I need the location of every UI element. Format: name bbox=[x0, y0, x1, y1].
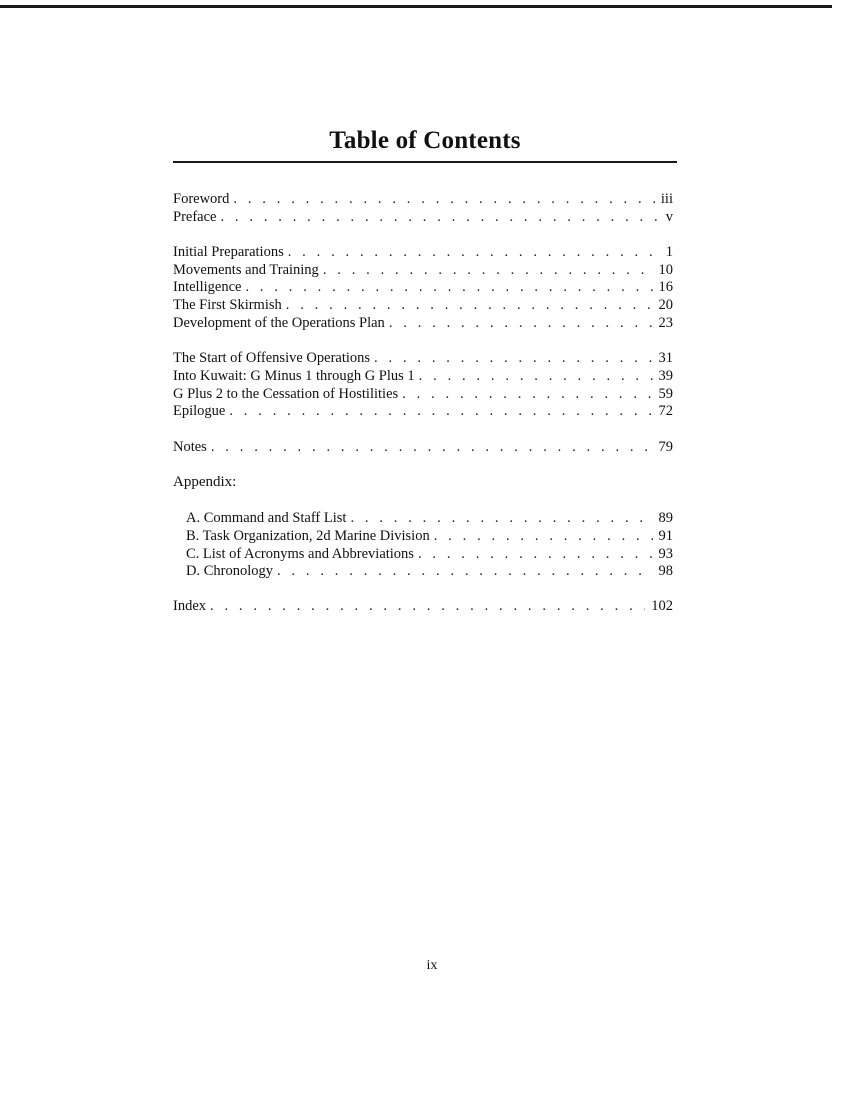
toc-entry-intelligence[interactable] bbox=[173, 278, 673, 296]
toc-entry-appendix-c[interactable] bbox=[186, 545, 673, 563]
toc-entry-appendix-a[interactable] bbox=[186, 509, 673, 527]
toc-entry-label: C. List of Acronyms and Abbreviations bbox=[186, 546, 414, 562]
toc-entry-page: 102 bbox=[651, 598, 673, 614]
title-rule bbox=[173, 161, 677, 163]
toc-entry-appendix-d[interactable] bbox=[186, 562, 673, 580]
toc-entry-page: 1 bbox=[665, 244, 673, 260]
page-number: ix bbox=[426, 958, 438, 973]
toc-entry-foreword[interactable] bbox=[173, 190, 673, 208]
toc-entry-initial-preparations[interactable] bbox=[173, 243, 673, 261]
toc-entry-epilogue[interactable] bbox=[173, 402, 673, 420]
toc-entry-notes[interactable] bbox=[173, 438, 673, 456]
toc-entry-page: 20 bbox=[658, 297, 673, 313]
leader-dots bbox=[350, 509, 652, 527]
toc-entry-page: v bbox=[665, 209, 673, 225]
toc-entry-cessation-of-hostilities[interactable] bbox=[173, 385, 673, 403]
toc-entry-movements-and-training[interactable] bbox=[173, 261, 673, 279]
toc-entry-index[interactable] bbox=[173, 597, 673, 615]
toc-entry-page: 59 bbox=[658, 386, 673, 402]
toc-entry-page: iii bbox=[660, 191, 673, 207]
toc-entry-page: 31 bbox=[658, 350, 673, 366]
toc-entry-label: Movements and Training bbox=[173, 262, 319, 278]
leader-dots bbox=[402, 385, 652, 403]
toc-entry-page: 23 bbox=[658, 315, 673, 331]
leader-dots bbox=[211, 438, 653, 456]
toc-entry-label: The Start of Offensive Operations bbox=[173, 350, 371, 366]
toc-entry-label: Initial Preparations bbox=[173, 244, 284, 260]
toc-entry-into-kuwait[interactable] bbox=[173, 367, 673, 385]
leader-dots bbox=[229, 402, 652, 420]
leader-dots bbox=[220, 208, 659, 226]
toc-entry-page: 93 bbox=[658, 546, 673, 562]
toc-entry-page: 39 bbox=[658, 368, 673, 384]
toc-entry-page: 72 bbox=[658, 403, 673, 419]
toc-entry-label: Development of the Operations Plan bbox=[173, 315, 385, 331]
appendix-heading: Appendix: bbox=[173, 474, 237, 490]
toc-entry-page: 16 bbox=[658, 279, 673, 295]
top-rule bbox=[0, 5, 832, 8]
toc-entry-label: Into Kuwait: G Minus 1 through G Plus 1 bbox=[173, 368, 415, 384]
toc-entry-label: The First Skirmish bbox=[173, 297, 282, 313]
leader-dots bbox=[389, 314, 653, 332]
toc-entry-label: Foreword bbox=[173, 191, 230, 207]
leader-dots bbox=[418, 545, 653, 563]
leader-dots bbox=[245, 278, 652, 296]
leader-dots bbox=[288, 243, 660, 261]
leader-dots bbox=[419, 367, 653, 385]
leader-dots bbox=[277, 562, 653, 580]
leader-dots bbox=[323, 261, 653, 279]
toc-entry-page: 79 bbox=[658, 439, 673, 455]
toc-entry-page: 89 bbox=[658, 510, 673, 526]
leader-dots bbox=[210, 597, 645, 615]
toc-entry-label: Index bbox=[173, 598, 207, 614]
toc-entry-page: 10 bbox=[658, 262, 673, 278]
toc-entry-page: 91 bbox=[658, 528, 673, 544]
toc-entry-label: D. Chronology bbox=[186, 563, 273, 579]
leader-dots bbox=[286, 296, 653, 314]
toc-entry-label: B. Task Organization, 2d Marine Division bbox=[186, 528, 430, 544]
page-title: Table of Contents bbox=[329, 127, 521, 154]
toc-entry-operations-plan[interactable] bbox=[173, 314, 673, 332]
leader-dots bbox=[374, 349, 652, 367]
toc-entry-offensive-operations[interactable] bbox=[173, 349, 673, 367]
toc-entry-label: Epilogue bbox=[173, 403, 226, 419]
toc-entry-label: G Plus 2 to the Cessation of Hostilities bbox=[173, 386, 399, 402]
toc-entry-first-skirmish[interactable] bbox=[173, 296, 673, 314]
toc-entry-label: Preface bbox=[173, 209, 217, 225]
toc-entry-preface[interactable] bbox=[173, 208, 673, 226]
toc-entry-page: 98 bbox=[658, 563, 673, 579]
toc-entry-label: Intelligence bbox=[173, 279, 242, 295]
toc-entry-label: Notes bbox=[173, 439, 207, 455]
leader-dots bbox=[434, 527, 653, 545]
leader-dots bbox=[233, 190, 655, 208]
toc-entry-appendix-b[interactable] bbox=[186, 527, 673, 545]
toc-entry-label: A. Command and Staff List bbox=[186, 510, 347, 526]
